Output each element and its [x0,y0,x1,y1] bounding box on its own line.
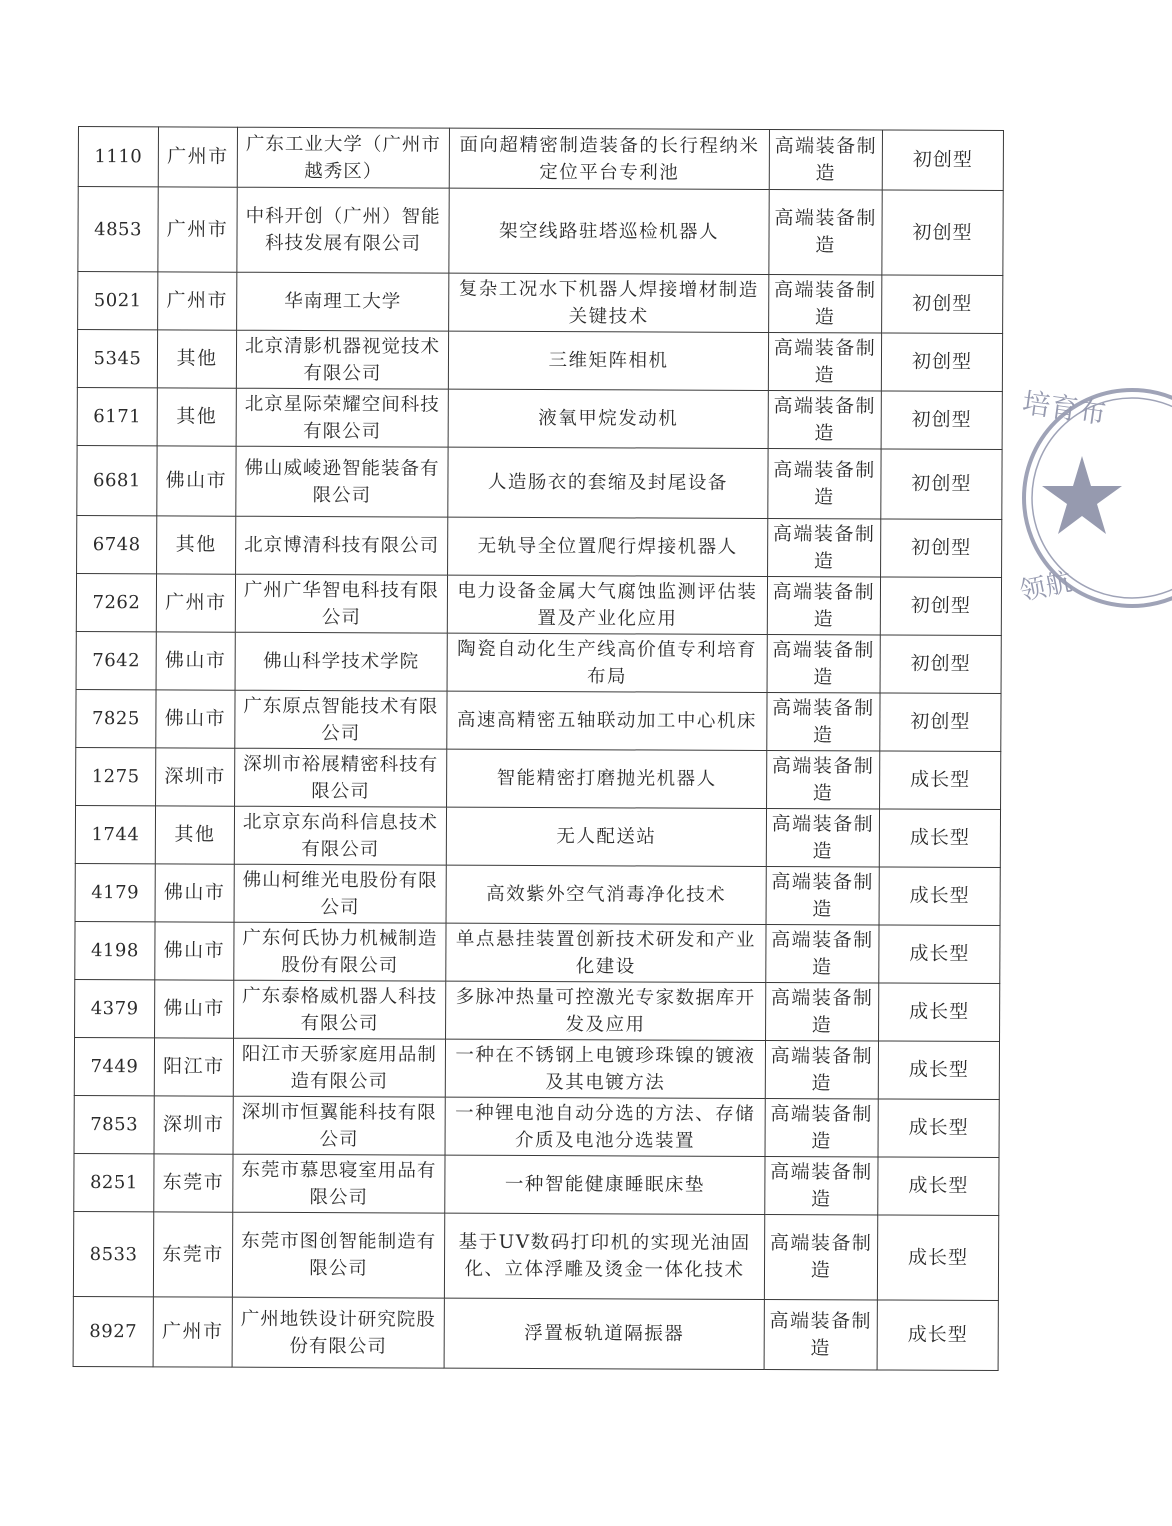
project-id-cell: 8927 [73,1296,153,1366]
project-name-cell: 一种锂电池自动分选的方法、存储介质及电池分选装置 [445,1097,765,1156]
enterprise-type-cell: 成长型 [880,751,1001,810]
project-name-cell: 无轨导全位置爬行焊接机器人 [448,517,768,576]
organization-cell: 佛山威崚逊智能装备有限公司 [236,446,448,517]
organization-cell: 中科开创（广州）智能科技发展有限公司 [237,187,449,273]
organization-cell: 阳江市天骄家庭用品制造有限公司 [233,1038,445,1097]
organization-cell: 华南理工大学 [237,272,449,331]
project-id-cell: 5345 [77,330,157,388]
project-name-cell: 液氧甲烷发动机 [448,389,768,448]
table-row [74,1037,999,1099]
table-row [75,863,1000,925]
organization-cell: 广东工业大学（广州市越秀区） [237,127,449,188]
project-name-cell: 陶瓷自动化生产线高价值专利培育布局 [447,633,767,692]
city-cell: 深圳市 [156,748,235,806]
table-row [78,187,1003,276]
city-cell: 东莞市 [154,1154,233,1212]
project-name-cell: 多脉冲热量可控激光专家数据库开发及应用 [446,981,766,1040]
table-body [73,127,1003,1371]
official-seal-stamp [1012,378,1172,618]
enterprise-type-cell: 成长型 [877,1300,998,1371]
city-cell: 广州市 [156,574,235,632]
city-cell: 佛山市 [156,632,235,690]
project-id-cell: 6681 [77,445,157,515]
industry-field-cell: 高端装备制造 [766,867,879,925]
table-row [74,1095,999,1157]
project-name-cell: 单点悬挂装置创新技术研发和产业化建设 [446,923,766,982]
organization-cell: 北京星际荣耀空间科技有限公司 [236,388,448,447]
city-cell: 其他 [157,330,236,388]
city-cell: 佛山市 [155,864,234,922]
city-cell: 佛山市 [157,446,236,516]
project-name-cell: 电力设备金属大气腐蚀监测评估装置及产业化应用 [447,575,767,634]
industry-field-cell: 高端装备制造 [765,1099,878,1157]
enterprise-type-cell: 初创型 [880,635,1001,694]
project-name-cell: 基于UV数码打印机的实现光油固化、立体浮雕及烫金一体化技术 [444,1213,764,1299]
city-cell: 深圳市 [154,1096,233,1154]
enterprise-type-cell: 初创型 [882,275,1003,334]
organization-cell: 广东原点智能技术有限公司 [235,690,447,749]
table-row [77,445,1002,519]
organization-cell: 东莞市慕思寝室用品有限公司 [233,1154,445,1213]
project-id-cell: 1110 [78,127,158,187]
city-cell: 其他 [157,388,236,446]
city-cell: 阳江市 [154,1038,233,1096]
table-row [76,631,1001,693]
table-row [78,127,1003,191]
table-row [77,330,1002,392]
project-name-cell: 面向超精密制造装备的长行程纳米定位平台专利池 [449,128,769,189]
enterprise-type-cell: 成长型 [878,1099,999,1158]
seal-star-icon [1042,456,1122,534]
organization-cell: 深圳市裕展精密科技有限公司 [235,748,447,807]
enterprise-type-cell: 初创型 [880,693,1001,752]
city-cell: 佛山市 [156,690,235,748]
city-cell: 广州市 [158,272,237,330]
project-id-cell: 6171 [77,387,157,445]
project-id-cell: 7825 [76,689,156,747]
table-row [78,272,1003,334]
industry-field-cell: 高端装备制造 [765,1041,878,1099]
table-row [77,515,1002,577]
project-id-cell: 4853 [78,187,158,272]
city-cell: 其他 [155,806,234,864]
project-name-cell: 无人配送站 [446,807,766,866]
enterprise-type-cell: 成长型 [879,925,1000,984]
organization-cell: 佛山科学技术学院 [235,632,447,691]
project-id-cell: 8251 [74,1153,154,1211]
enterprise-type-cell: 成长型 [878,1157,999,1216]
organization-cell: 北京博清科技有限公司 [236,516,448,575]
project-name-cell: 高效紫外空气消毒净化技术 [446,865,766,924]
project-name-cell: 浮置板轨道隔振器 [444,1298,764,1369]
project-name-cell: 一种智能健康睡眠床垫 [445,1155,765,1214]
table-row [75,921,1000,983]
city-cell: 东莞市 [153,1212,232,1297]
industry-field-cell: 高端装备制造 [768,449,881,519]
table-row [75,979,1000,1041]
industry-field-cell: 高端装备制造 [769,190,882,275]
project-list-table [73,126,1004,1371]
city-cell: 其他 [157,516,236,574]
enterprise-type-cell: 成长型 [877,1215,998,1301]
city-cell: 广州市 [158,127,237,187]
project-id-cell: 4179 [75,863,155,921]
project-name-cell: 一种在不锈钢上电镀珍珠镍的镀液及其电镀方法 [445,1039,765,1098]
organization-cell: 广州广华智电科技有限公司 [235,574,447,633]
industry-field-cell: 高端装备制造 [767,751,880,809]
organization-cell: 北京清影机器视觉技术有限公司 [236,330,448,389]
industry-field-cell: 高端装备制造 [767,635,880,693]
industry-field-cell: 高端装备制造 [764,1300,877,1370]
organization-cell: 东莞市图创智能制造有限公司 [232,1212,444,1298]
project-name-cell: 高速高精密五轴联动加工中心机床 [447,691,767,750]
project-id-cell: 5021 [78,272,158,330]
enterprise-type-cell: 初创型 [882,130,1003,191]
industry-field-cell: 高端装备制造 [768,519,881,577]
project-id-cell: 8533 [73,1211,153,1296]
enterprise-type-cell: 成长型 [879,809,1000,868]
industry-field-cell: 高端装备制造 [769,130,882,190]
city-cell: 佛山市 [155,980,234,1038]
project-name-cell: 三维矩阵相机 [448,331,768,390]
table-row [77,387,1002,449]
industry-field-cell: 高端装备制造 [764,1215,877,1300]
project-name-cell: 架空线路驻塔巡检机器人 [449,188,769,274]
industry-field-cell: 高端装备制造 [768,391,881,449]
organization-cell: 广东泰格威机器人科技有限公司 [234,980,446,1039]
seal-text-top: 培育布 [1020,385,1108,431]
table-row [76,689,1001,751]
enterprise-type-cell: 初创型 [881,333,1002,392]
enterprise-type-cell: 初创型 [881,449,1002,520]
table-row [76,747,1001,809]
industry-field-cell: 高端装备制造 [766,983,879,1041]
organization-cell: 佛山柯维光电股份有限公司 [234,864,446,923]
industry-field-cell: 高端装备制造 [768,333,881,391]
table-row [73,1211,998,1300]
project-id-cell: 7853 [74,1095,154,1153]
organization-cell: 广东何氏协力机械制造股份有限公司 [234,922,446,981]
industry-field-cell: 高端装备制造 [767,693,880,751]
project-id-cell: 4379 [75,979,155,1037]
project-name-cell: 人造肠衣的套缩及封尾设备 [448,447,768,518]
project-id-cell: 7642 [76,631,156,689]
project-name-cell: 复杂工况水下机器人焊接增材制造关键技术 [449,273,769,332]
project-id-cell: 6748 [77,515,157,573]
industry-field-cell: 高端装备制造 [769,275,882,333]
table-row [76,573,1001,635]
city-cell: 广州市 [153,1297,232,1367]
project-id-cell: 1744 [75,805,155,863]
enterprise-type-cell: 成长型 [879,867,1000,926]
enterprise-type-cell: 初创型 [881,391,1002,450]
table-row [75,805,1000,867]
enterprise-type-cell: 初创型 [882,190,1003,276]
enterprise-type-cell: 初创型 [880,577,1001,636]
seal-text-bottom: 领航 [1017,567,1075,608]
industry-field-cell: 高端装备制造 [766,925,879,983]
enterprise-type-cell: 成长型 [879,983,1000,1042]
enterprise-type-cell: 初创型 [881,519,1002,578]
city-cell: 佛山市 [155,922,234,980]
table-row [74,1153,999,1215]
project-id-cell: 1275 [76,747,156,805]
table-row [73,1296,998,1370]
project-name-cell: 智能精密打磨抛光机器人 [447,749,767,808]
organization-cell: 北京京东尚科信息技术有限公司 [234,806,446,865]
project-id-cell: 7262 [76,573,156,631]
organization-cell: 深圳市恒翼能科技有限公司 [233,1096,445,1155]
enterprise-type-cell: 成长型 [878,1041,999,1100]
project-id-cell: 7449 [74,1037,154,1095]
industry-field-cell: 高端装备制造 [767,577,880,635]
city-cell: 广州市 [158,187,237,272]
industry-field-cell: 高端装备制造 [765,1157,878,1215]
organization-cell: 广州地铁设计研究院股份有限公司 [232,1297,444,1368]
project-id-cell: 4198 [75,921,155,979]
industry-field-cell: 高端装备制造 [766,809,879,867]
